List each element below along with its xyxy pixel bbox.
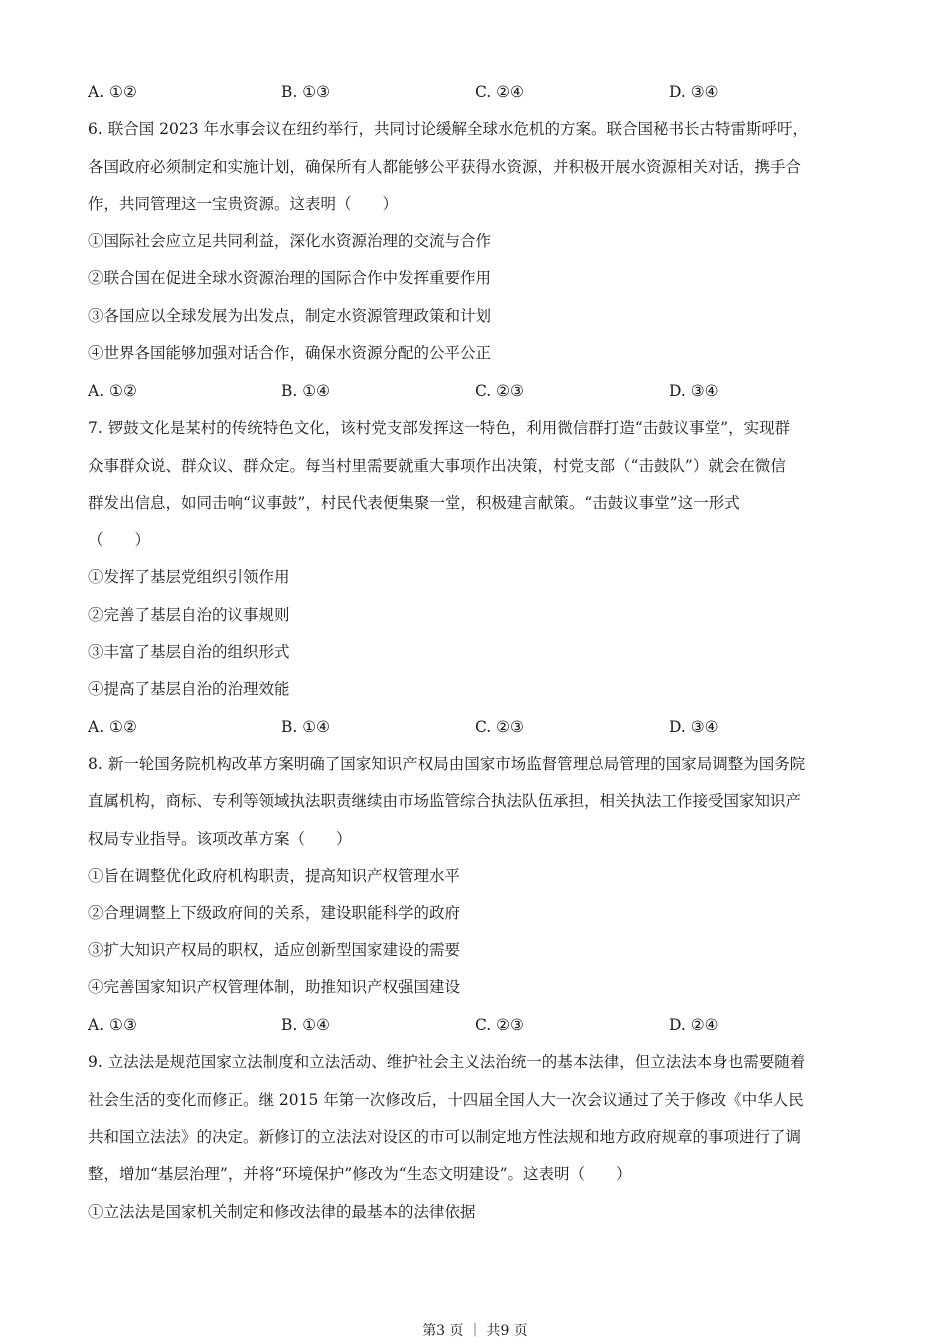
q8-stem-line-3: 权局专业指导。该项改革方案（ ） bbox=[88, 830, 352, 848]
option-a: A. ①③ bbox=[88, 1016, 137, 1034]
q7-item-1: ①发挥了基层党组织引领作用 bbox=[88, 568, 290, 586]
option-b: B. ①④ bbox=[281, 382, 331, 400]
q6-options bbox=[88, 381, 868, 401]
option-a: A. ①② bbox=[88, 718, 137, 736]
q7-options bbox=[88, 717, 868, 737]
q6-item-3: ③各国应以全球发展为出发点，制定水资源管理政策和计划 bbox=[88, 307, 492, 325]
q7-item-3: ③丰富了基层自治的组织形式 bbox=[88, 643, 290, 661]
option-a: A. ①② bbox=[88, 382, 137, 400]
q6-item-2: ②联合国在促进全球水资源治理的国际合作中发挥重要作用 bbox=[88, 269, 492, 287]
q8-stem-line-1: 8. 新一轮国务院机构改革方案明确了国家知识产权局由国家市场监督管理总局管理的国家局调整为国务院 bbox=[88, 755, 806, 773]
option-d: D. ②④ bbox=[669, 1016, 719, 1034]
q9-item-1: ①立法法是国家机关制定和修改法律的最基本的法律依据 bbox=[88, 1203, 476, 1221]
q9-stem-line-4: 整，增加“基层治理”，并将“环境保护”修改为“生态文明建设”。这表明（ ） bbox=[88, 1165, 632, 1183]
q7-stem-line-1: 7. 锣鼓文化是某村的传统特色文化，该村党支部发挥这一特色，利用微信群打造“击鼓议事堂”，实现群 bbox=[88, 419, 791, 437]
q8-item-3: ③扩大知识产权局的职权，适应创新型国家建设的需要 bbox=[88, 941, 461, 959]
option-c: C. ②③ bbox=[475, 1016, 524, 1034]
q5-options bbox=[88, 82, 868, 102]
option-b: B. ①③ bbox=[281, 83, 331, 101]
option-d: D. ③④ bbox=[669, 382, 719, 400]
q9-stem-line-1: 9. 立法法是规范国家立法制度和立法活动、维护社会主义法治统一的基本法律，但立法法本身也需要随着 bbox=[88, 1053, 806, 1071]
q6-stem-line-1: 6. 联合国 2023 年水事会议在纽约举行，共同讨论缓解全球水危机的方案。联合国秘书长古特雷斯呼吁， bbox=[88, 120, 809, 138]
option-c: C. ②③ bbox=[475, 718, 524, 736]
option-d: D. ③④ bbox=[669, 83, 719, 101]
option-b: B. ①④ bbox=[281, 718, 331, 736]
q8-stem-line-2: 直属机构，商标、专利等领域执法职责继续由市场监管综合执法队伍承担，相关执法工作接受国家知识产 bbox=[88, 792, 802, 810]
q6-item-1: ①国际社会应立足共同利益，深化水资源治理的交流与合作 bbox=[88, 232, 492, 250]
q7-stem-line-2: 众事群众说、群众议、群众定。每当村里需要就重大事项作出决策，村党支部（“击鼓队”）就会在微信 bbox=[88, 457, 786, 475]
q8-options bbox=[88, 1015, 868, 1035]
option-a: A. ①② bbox=[88, 83, 137, 101]
q9-stem-line-2: 社会生活的变化而修正。继 2015 年第一次修改后，十四届全国人大一次会议通过了关于修改《中华人民 bbox=[88, 1091, 804, 1109]
page-number-footer: 第3 页 ｜ 共9 页 bbox=[422, 1323, 528, 1339]
option-c: C. ②③ bbox=[475, 382, 524, 400]
q6-stem-line-2: 各国政府必须制定和实施计划，确保所有人都能够公平获得水资源，并积极开展水资源相关对话，携手合 bbox=[88, 158, 802, 176]
q7-item-4: ④提高了基层自治的治理效能 bbox=[88, 680, 290, 698]
q8-item-2: ②合理调整上下级政府间的关系，建设职能科学的政府 bbox=[88, 904, 461, 922]
option-c: C. ②④ bbox=[475, 83, 524, 101]
q7-item-2: ②完善了基层自治的议事规则 bbox=[88, 606, 290, 624]
q8-item-4: ④完善国家知识产权管理体制，助推知识产权强国建设 bbox=[88, 978, 461, 996]
q9-stem-line-3: 共和国立法法》的决定。新修订的立法法对设区的市可以制定地方性法规和地方政府规章的事项进行了调 bbox=[88, 1128, 802, 1146]
q6-stem-line-3: 作，共同管理这一宝贵资源。这表明（ ） bbox=[88, 195, 399, 213]
q7-stem-line-4: （ ） bbox=[88, 531, 151, 549]
option-d: D. ③④ bbox=[669, 718, 719, 736]
option-b: B. ①④ bbox=[281, 1016, 331, 1034]
q7-stem-line-3: 群发出信息，如同击响“议事鼓”，村民代表便集聚一堂，积极建言献策。“击鼓议事堂”这一形式 bbox=[88, 494, 740, 512]
q6-item-4: ④世界各国能够加强对话合作，确保水资源分配的公平公正 bbox=[88, 344, 492, 362]
q8-item-1: ①旨在调整优化政府机构职责，提高知识产权管理水平 bbox=[88, 867, 461, 885]
